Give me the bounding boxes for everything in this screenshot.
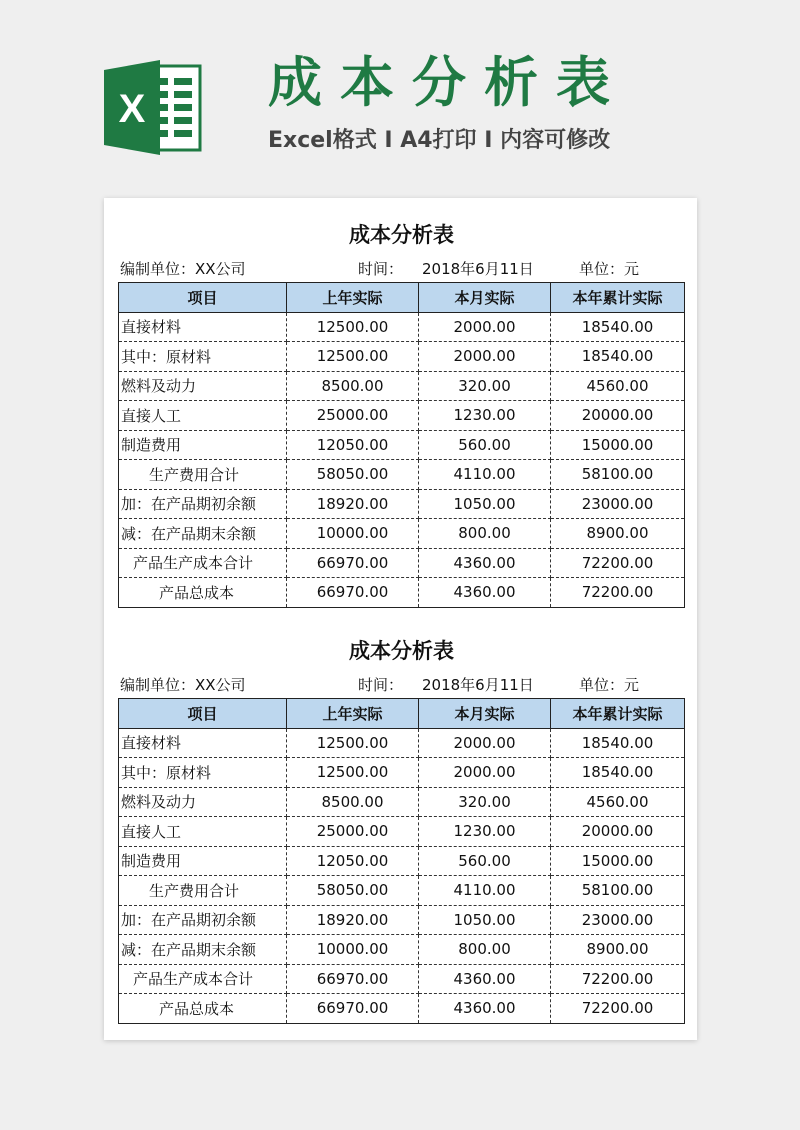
ytd-cell: 8900.00 <box>551 519 685 549</box>
this-month-cell: 4360.00 <box>419 548 551 578</box>
ytd-cell: 72200.00 <box>551 994 685 1024</box>
table-row <box>119 548 685 578</box>
last-year-cell: 58050.00 <box>287 876 419 906</box>
column-header-this-month: 本月实际 <box>419 699 551 729</box>
row-item-cell: 减：在产品期末余额 <box>119 935 287 965</box>
column-header-item: 项目 <box>119 699 287 729</box>
table-row <box>119 935 685 965</box>
last-year-cell: 10000.00 <box>287 935 419 965</box>
ytd-cell: 58100.00 <box>551 460 685 490</box>
excel-icon <box>104 60 204 155</box>
cost-table-block <box>118 214 685 608</box>
this-month-cell: 1230.00 <box>419 401 551 431</box>
unit-label: 编制单位：XX公司 <box>120 676 246 694</box>
last-year-cell: 66970.00 <box>287 548 419 578</box>
row-item-cell: 加：在产品期初余额 <box>119 489 287 519</box>
this-month-cell: 1050.00 <box>419 489 551 519</box>
cost-table <box>118 698 685 1024</box>
this-month-cell: 4110.00 <box>419 460 551 490</box>
row-item-cell: 产品总成本 <box>119 578 287 608</box>
this-month-cell: 4360.00 <box>419 578 551 608</box>
this-month-cell: 560.00 <box>419 846 551 876</box>
this-month-cell: 4110.00 <box>419 876 551 906</box>
ytd-cell: 72200.00 <box>551 548 685 578</box>
this-month-cell: 4360.00 <box>419 964 551 994</box>
table-meta <box>118 256 685 282</box>
ytd-cell: 18540.00 <box>551 728 685 758</box>
ytd-cell: 8900.00 <box>551 935 685 965</box>
last-year-cell: 12050.00 <box>287 430 419 460</box>
time-label: 时间： <box>358 676 404 694</box>
cost-table <box>118 282 685 608</box>
last-year-cell: 10000.00 <box>287 519 419 549</box>
column-header-this-month: 本月实际 <box>419 283 551 313</box>
last-year-cell: 8500.00 <box>287 787 419 817</box>
row-item-cell: 燃料及动力 <box>119 787 287 817</box>
this-month-cell: 320.00 <box>419 787 551 817</box>
page-title: 成本分析表 <box>268 51 628 114</box>
ytd-cell: 15000.00 <box>551 430 685 460</box>
row-item-cell: 燃料及动力 <box>119 371 287 401</box>
ytd-cell: 15000.00 <box>551 846 685 876</box>
this-month-cell: 560.00 <box>419 430 551 460</box>
cost-table-block <box>118 630 685 1024</box>
last-year-cell: 12500.00 <box>287 312 419 342</box>
last-year-cell: 58050.00 <box>287 460 419 490</box>
row-item-cell: 制造费用 <box>119 430 287 460</box>
column-header-last-year: 上年实际 <box>287 283 419 313</box>
last-year-cell: 12500.00 <box>287 758 419 788</box>
table-row <box>119 758 685 788</box>
header-row <box>119 283 685 313</box>
ytd-cell: 18540.00 <box>551 758 685 788</box>
table-row <box>119 519 685 549</box>
currency-label: 单位：元 <box>579 260 640 278</box>
table-row <box>119 312 685 342</box>
this-month-cell: 4360.00 <box>419 994 551 1024</box>
table-row <box>119 578 685 608</box>
ytd-cell: 23000.00 <box>551 489 685 519</box>
row-item-cell: 产品生产成本合计 <box>119 964 287 994</box>
table-title: 成本分析表 <box>349 223 454 247</box>
this-month-cell: 2000.00 <box>419 728 551 758</box>
last-year-cell: 25000.00 <box>287 817 419 847</box>
this-month-cell: 320.00 <box>419 371 551 401</box>
table-row <box>119 489 685 519</box>
table-row <box>119 728 685 758</box>
table-row <box>119 787 685 817</box>
table-row <box>119 876 685 906</box>
this-month-cell: 1230.00 <box>419 817 551 847</box>
column-header-last-year: 上年实际 <box>287 699 419 729</box>
table-row <box>119 817 685 847</box>
ytd-cell: 72200.00 <box>551 964 685 994</box>
last-year-cell: 8500.00 <box>287 371 419 401</box>
row-item-cell: 其中：原材料 <box>119 342 287 372</box>
this-month-cell: 2000.00 <box>419 312 551 342</box>
table-row <box>119 905 685 935</box>
this-month-cell: 800.00 <box>419 519 551 549</box>
row-item-cell: 产品总成本 <box>119 994 287 1024</box>
last-year-cell: 66970.00 <box>287 964 419 994</box>
last-year-cell: 66970.00 <box>287 994 419 1024</box>
this-month-cell: 800.00 <box>419 935 551 965</box>
table-row <box>119 846 685 876</box>
row-item-cell: 加：在产品期初余额 <box>119 905 287 935</box>
currency-label: 单位：元 <box>579 676 640 694</box>
last-year-cell: 66970.00 <box>287 578 419 608</box>
ytd-cell: 72200.00 <box>551 578 685 608</box>
unit-label: 编制单位：XX公司 <box>120 260 246 278</box>
time-label: 时间： <box>358 260 404 278</box>
last-year-cell: 18920.00 <box>287 489 419 519</box>
spreadsheet-page <box>104 198 697 1040</box>
ytd-cell: 18540.00 <box>551 312 685 342</box>
row-item-cell: 生产费用合计 <box>119 876 287 906</box>
row-item-cell: 直接人工 <box>119 817 287 847</box>
this-month-cell: 2000.00 <box>419 758 551 788</box>
this-month-cell: 1050.00 <box>419 905 551 935</box>
table-meta <box>118 672 685 698</box>
promo-banner <box>0 0 800 195</box>
row-item-cell: 直接人工 <box>119 401 287 431</box>
logo-letter: X <box>118 87 146 131</box>
table-row <box>119 371 685 401</box>
ytd-cell: 23000.00 <box>551 905 685 935</box>
header-row <box>119 699 685 729</box>
last-year-cell: 25000.00 <box>287 401 419 431</box>
row-item-cell: 减：在产品期末余额 <box>119 519 287 549</box>
last-year-cell: 12050.00 <box>287 846 419 876</box>
row-item-cell: 产品生产成本合计 <box>119 548 287 578</box>
ytd-cell: 4560.00 <box>551 787 685 817</box>
table-row <box>119 430 685 460</box>
table-row <box>119 401 685 431</box>
table-row <box>119 460 685 490</box>
last-year-cell: 18920.00 <box>287 905 419 935</box>
ytd-cell: 20000.00 <box>551 401 685 431</box>
column-header-ytd: 本年累计实际 <box>551 699 685 729</box>
time-value: 2018年6月11日 <box>422 260 534 278</box>
page-subtitle: Excel格式 I A4打印 I 内容可修改 <box>268 128 611 153</box>
row-item-cell: 制造费用 <box>119 846 287 876</box>
ytd-cell: 4560.00 <box>551 371 685 401</box>
column-header-item: 项目 <box>119 283 287 313</box>
row-item-cell: 生产费用合计 <box>119 460 287 490</box>
time-value: 2018年6月11日 <box>422 676 534 694</box>
last-year-cell: 12500.00 <box>287 342 419 372</box>
ytd-cell: 20000.00 <box>551 817 685 847</box>
ytd-cell: 58100.00 <box>551 876 685 906</box>
row-item-cell: 直接材料 <box>119 728 287 758</box>
table-row <box>119 964 685 994</box>
column-header-ytd: 本年累计实际 <box>551 283 685 313</box>
table-row <box>119 994 685 1024</box>
row-item-cell: 其中：原材料 <box>119 758 287 788</box>
last-year-cell: 12500.00 <box>287 728 419 758</box>
this-month-cell: 2000.00 <box>419 342 551 372</box>
ytd-cell: 18540.00 <box>551 342 685 372</box>
row-item-cell: 直接材料 <box>119 312 287 342</box>
table-row <box>119 342 685 372</box>
table-title: 成本分析表 <box>349 639 454 663</box>
